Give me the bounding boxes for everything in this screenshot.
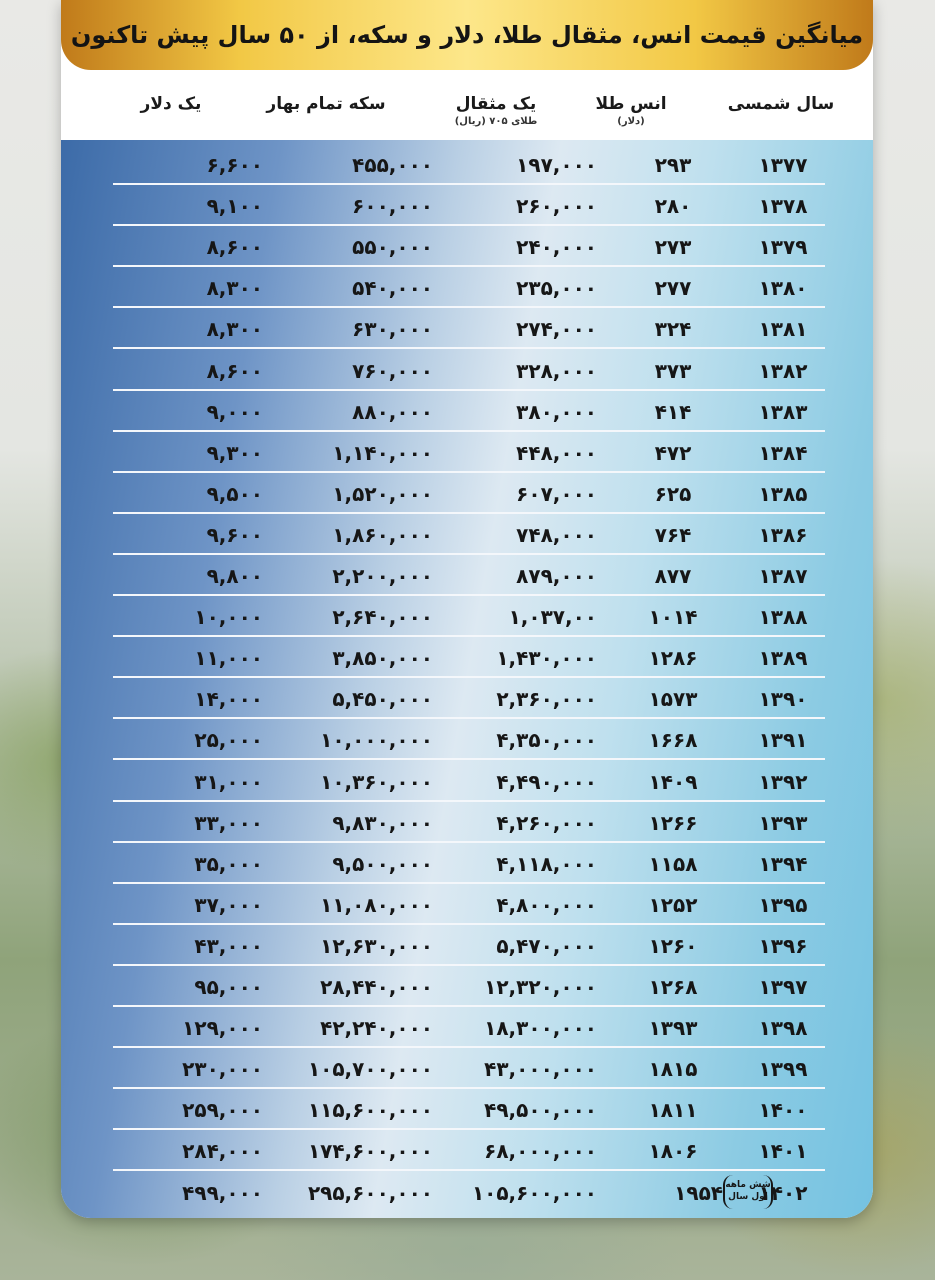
ounce-cell: ۱۲۶۶: [648, 810, 698, 835]
mesghal-cell: ۲۷۴,۰۰۰: [516, 317, 597, 342]
mesghal-cell: ۸۷۹,۰۰۰: [516, 564, 597, 588]
year-cell: ۱۳۸۱: [758, 317, 808, 342]
mesghal-cell: ۲۳۵,۰۰۰: [516, 276, 597, 301]
coin-cell: ۷۶۰,۰۰۰: [352, 358, 433, 383]
year-cell: ۱۳۹۰: [758, 687, 808, 712]
table-row: [113, 1089, 825, 1130]
table-row: [113, 596, 825, 637]
mesghal-cell: ۶۰۷,۰۰۰: [516, 481, 597, 506]
ounce-cell: ۱۲۵۲: [648, 892, 698, 917]
mesghal-cell: ۱۸,۳۰۰,۰۰۰: [484, 1016, 597, 1041]
table-row: [113, 761, 825, 802]
mesghal-cell: ۳۲۸,۰۰۰: [516, 358, 597, 383]
mesghal-cell: ۴۴۸,۰۰۰: [516, 440, 597, 465]
dollar-cell: ۹,۸۰۰: [206, 564, 263, 588]
ounce-cell: ۶۲۵: [654, 481, 692, 506]
dollar-cell: ۱۱,۰۰۰: [194, 646, 263, 671]
mesghal-cell: ۶۸,۰۰۰,۰۰۰: [484, 1139, 597, 1164]
coin-cell: ۱۰,۳۶۰,۰۰۰: [320, 769, 433, 794]
mesghal-cell: ۴,۸۰۰,۰۰۰: [496, 892, 597, 917]
first-six-months-note: شش ماهه اول سال: [723, 1175, 773, 1209]
dollar-cell: ۹,۱۰۰: [206, 194, 263, 219]
table-row: [113, 678, 825, 719]
mesghal-cell: ۱۹۷,۰۰۰: [516, 153, 597, 177]
coin-cell: ۵۴۰,۰۰۰: [352, 276, 433, 301]
dollar-cell: ۹۵,۰۰۰: [194, 975, 263, 999]
ounce-cell: ۴۷۲: [654, 440, 692, 465]
mesghal-cell: ۲,۳۶۰,۰۰۰: [496, 687, 597, 712]
coin-cell: ۹,۸۳۰,۰۰۰: [332, 810, 433, 835]
ounce-cell: ۲۸۰: [654, 194, 692, 219]
table-row: [113, 1172, 825, 1213]
table-row: [113, 185, 825, 226]
dollar-cell: ۳۳,۰۰۰: [194, 810, 263, 835]
year-cell: ۱۳۹۳: [758, 810, 808, 835]
table-row: [113, 308, 825, 349]
coin-cell: ۱۰۵,۷۰۰,۰۰۰: [307, 1057, 433, 1082]
year-cell: ۱۴۰۱: [758, 1139, 808, 1164]
year-cell: ۱۳۸۹: [758, 646, 808, 671]
ounce-cell: ۱۸۰۶: [648, 1139, 698, 1164]
table-row: [113, 719, 825, 760]
dollar-cell: ۱۰,۰۰۰: [194, 605, 263, 630]
ounce-cell: ۲۷۳: [654, 235, 692, 260]
coin-cell: ۱۱۵,۶۰۰,۰۰۰: [307, 1098, 433, 1123]
dollar-cell: ۹,۶۰۰: [206, 522, 263, 547]
ounce-cell: ۲۷۷: [654, 276, 692, 301]
table-row: [113, 514, 825, 555]
dollar-cell: ۸,۶۰۰: [206, 235, 263, 260]
dollar-cell: ۹,۳۰۰: [206, 440, 263, 465]
ounce-cell: ۱۱۵۸: [648, 851, 698, 876]
ounce-cell: ۱۵۷۳: [648, 687, 698, 712]
coin-cell: ۱,۵۲۰,۰۰۰: [332, 481, 433, 506]
coin-cell: ۱۷۴,۶۰۰,۰۰۰: [307, 1139, 433, 1164]
coin-cell: ۱۱,۰۸۰,۰۰۰: [320, 892, 433, 917]
mesghal-cell: ۴,۲۶۰,۰۰۰: [496, 810, 597, 835]
table-row: [113, 884, 825, 925]
year-cell: ۱۳۸۴: [758, 440, 808, 465]
year-cell: ۱۳۸۲: [758, 358, 808, 383]
header-mesghal: یک مثقال طلای ۷۰۵ (ریال): [454, 94, 538, 127]
mesghal-cell: ۴۹,۵۰۰,۰۰۰: [484, 1098, 597, 1123]
mesghal-cell: ۱۰۵,۶۰۰,۰۰۰: [471, 1180, 597, 1205]
mesghal-cell: ۱۲,۳۲۰,۰۰۰: [484, 975, 597, 999]
year-cell: ۱۳۸۳: [758, 399, 808, 424]
table-row: [113, 391, 825, 432]
dollar-cell: ۲۵,۰۰۰: [194, 728, 263, 753]
year-cell: ۱۳۹۹: [758, 1057, 808, 1082]
dollar-cell: ۳۱,۰۰۰: [194, 769, 263, 794]
header-dollar: یک دلار: [140, 94, 202, 114]
mesghal-cell: ۴,۳۵۰,۰۰۰: [496, 728, 597, 753]
coin-cell: ۱,۱۴۰,۰۰۰: [332, 440, 433, 465]
year-cell: ۱۳۷۹: [758, 235, 808, 260]
dollar-cell: ۹,۰۰۰: [206, 399, 263, 424]
dollar-cell: ۱۲۹,۰۰۰: [182, 1016, 263, 1041]
coin-cell: ۱۰,۰۰۰,۰۰۰: [320, 728, 433, 753]
mesghal-cell: ۵,۴۷۰,۰۰۰: [496, 933, 597, 958]
year-cell: ۱۳۸۸: [758, 605, 808, 630]
ounce-cell: ۱۴۰۹: [648, 769, 698, 794]
table-row: [113, 432, 825, 473]
ounce-cell: ۱۸۱۱: [648, 1098, 698, 1123]
mesghal-cell: ۷۴۸,۰۰۰: [516, 522, 597, 547]
dollar-cell: ۲۳۰,۰۰۰: [182, 1057, 263, 1082]
ounce-cell: ۱۹۵۴: [674, 1180, 723, 1205]
table-row: [113, 350, 825, 391]
coin-cell: ۴۲,۲۴۰,۰۰۰: [320, 1016, 433, 1041]
year-cell: ۱۳۹۲: [758, 769, 808, 794]
mesghal-cell: ۴۳,۰۰۰,۰۰۰: [484, 1057, 597, 1082]
dollar-cell: ۹,۵۰۰: [206, 481, 263, 506]
table-row: [113, 637, 825, 678]
coin-cell: ۵۵۰,۰۰۰: [352, 235, 433, 260]
dollar-cell: ۲۸۴,۰۰۰: [182, 1139, 263, 1164]
table-row: [113, 267, 825, 308]
dollar-cell: ۸,۳۰۰: [206, 317, 263, 342]
coin-cell: ۶۳۰,۰۰۰: [352, 317, 433, 342]
table-row: [113, 1130, 825, 1171]
mesghal-cell: ۲۴۰,۰۰۰: [516, 235, 597, 260]
coin-cell: ۴۵۵,۰۰۰: [352, 153, 433, 177]
table-header: [61, 70, 873, 140]
dollar-cell: ۸,۶۰۰: [206, 358, 263, 383]
page-title: میانگین قیمت انس، مثقال طلا، دلار و سکه، از ۵۰ سال پیش تاکنون: [70, 21, 864, 49]
title-banner: [61, 0, 873, 70]
year-cell: ۱۴۰۰: [758, 1098, 808, 1123]
ounce-cell: ۱۳۹۳: [648, 1016, 698, 1041]
table-row: [113, 144, 825, 185]
dollar-cell: ۱۴,۰۰۰: [194, 687, 263, 712]
coin-cell: ۱,۸۶۰,۰۰۰: [332, 522, 433, 547]
ounce-cell: ۷۶۴: [654, 522, 692, 547]
ounce-cell: ۱۲۶۸: [648, 975, 698, 999]
dollar-cell: ۲۵۹,۰۰۰: [182, 1098, 263, 1123]
ounce-cell: ۱۲۸۶: [648, 646, 698, 671]
year-cell: ۱۳۹۴: [758, 851, 808, 876]
year-cell: ۱۳۸۵: [758, 481, 808, 506]
year-cell: ۱۳۹۸: [758, 1016, 808, 1041]
dollar-cell: ۸,۳۰۰: [206, 276, 263, 301]
ounce-cell: ۴۱۴: [654, 399, 692, 424]
ounce-cell: ۸۷۷: [654, 564, 692, 588]
ounce-cell: ۱۰۱۴: [648, 605, 698, 630]
table-row: [113, 1007, 825, 1048]
ounce-cell: ۱۲۶۰: [648, 933, 698, 958]
header-ounce: انس طلا (دلار): [595, 94, 667, 127]
coin-cell: ۳,۸۵۰,۰۰۰: [332, 646, 433, 671]
year-cell: ۱۳۷۸: [758, 194, 808, 219]
dollar-cell: ۴۳,۰۰۰: [194, 933, 263, 958]
year-cell: ۱۳۹۷: [758, 975, 808, 999]
price-table-card: [61, 0, 873, 1218]
table-body: [61, 140, 873, 1218]
year-cell: ۱۳۹۱: [758, 728, 808, 753]
header-coin: سکه تمام بهار: [266, 94, 386, 114]
year-cell: ۱۳۸۶: [758, 522, 808, 547]
year-cell: ۱۳۷۷: [758, 153, 808, 177]
mesghal-cell: ۲۶۰,۰۰۰: [516, 194, 597, 219]
coin-cell: ۹,۵۰۰,۰۰۰: [332, 851, 433, 876]
dollar-cell: ۳۷,۰۰۰: [194, 892, 263, 917]
mesghal-cell: ۱,۰۳۷,۰۰: [508, 605, 597, 630]
table-row: [113, 966, 825, 1007]
coin-cell: ۸۸۰,۰۰۰: [352, 399, 433, 424]
coin-cell: ۲۹۵,۶۰۰,۰۰۰: [307, 1180, 433, 1205]
coin-cell: ۲,۲۰۰,۰۰۰: [332, 564, 433, 588]
table-row: [113, 473, 825, 514]
coin-cell: ۲,۶۴۰,۰۰۰: [332, 605, 433, 630]
year-cell: ۱۳۸۰: [758, 276, 808, 301]
ounce-cell: ۱۸۱۵: [648, 1057, 698, 1082]
ounce-cell: ۱۶۶۸: [648, 728, 698, 753]
ounce-cell: ۲۹۳: [654, 153, 692, 177]
mesghal-cell: ۴,۱۱۸,۰۰۰: [496, 851, 597, 876]
ounce-cell: ۳۲۴: [654, 317, 692, 342]
coin-cell: ۵,۴۵۰,۰۰۰: [332, 687, 433, 712]
header-year: سال شمسی: [727, 94, 835, 114]
mesghal-cell: ۳۸۰,۰۰۰: [516, 399, 597, 424]
table-row: [113, 555, 825, 596]
year-cell: ۱۴۰۲: [758, 1180, 808, 1205]
mesghal-cell: ۴,۴۹۰,۰۰۰: [496, 769, 597, 794]
dollar-cell: ۳۵,۰۰۰: [194, 851, 263, 876]
dollar-cell: ۴۹۹,۰۰۰: [182, 1180, 263, 1205]
table-row: [113, 802, 825, 843]
coin-cell: ۶۰۰,۰۰۰: [352, 194, 433, 219]
table-row: [113, 843, 825, 884]
year-cell: ۱۳۹۶: [758, 933, 808, 958]
year-cell: ۱۳۸۷: [758, 564, 808, 588]
table-row: [113, 925, 825, 966]
ounce-cell: ۳۷۳: [654, 358, 692, 383]
coin-cell: ۲۸,۴۴۰,۰۰۰: [320, 975, 433, 999]
table-row: [113, 226, 825, 267]
coin-cell: ۱۲,۶۳۰,۰۰۰: [320, 933, 433, 958]
table-row: [113, 1048, 825, 1089]
mesghal-cell: ۱,۴۳۰,۰۰۰: [496, 646, 597, 671]
dollar-cell: ۶,۶۰۰: [206, 153, 263, 177]
year-cell: ۱۳۹۵: [758, 892, 808, 917]
